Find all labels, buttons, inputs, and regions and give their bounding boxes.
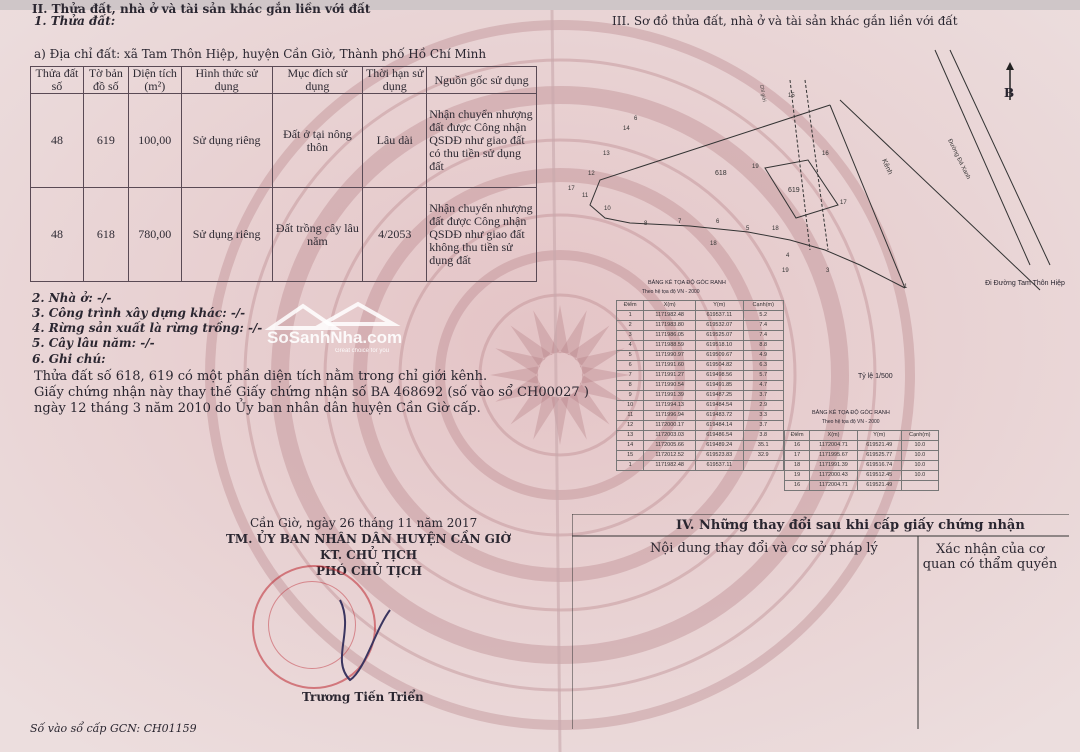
- cell: 8: [617, 381, 644, 391]
- cell: 619509.67: [695, 351, 743, 361]
- item-house: 2. Nhà ở: -/-: [32, 291, 112, 305]
- point-label: 10: [604, 206, 611, 212]
- cell: 1171991.39: [644, 391, 696, 401]
- cell: 619504.82: [695, 361, 743, 371]
- point-label: 13: [603, 151, 610, 157]
- cell: 10.0: [901, 461, 938, 471]
- issue-date: Cần Giờ, ngày 26 tháng 11 năm 2017: [250, 516, 478, 530]
- point-label: 18: [772, 226, 779, 232]
- item-construction: 3. Công trình xây dựng khác: -/-: [32, 306, 246, 320]
- cell: 19: [785, 471, 810, 481]
- cell: 619512.45: [857, 471, 901, 481]
- cell: 619484.54: [695, 401, 743, 411]
- table-row: [785, 461, 939, 471]
- table-row: [31, 188, 537, 282]
- cell: 619537.11: [695, 311, 743, 321]
- table-row: [31, 94, 537, 188]
- lot-618-label: 618: [715, 170, 727, 177]
- cell: 619521.49: [857, 481, 901, 491]
- cell: 1172000.17: [644, 421, 696, 431]
- point-label: 7: [678, 219, 682, 225]
- cell: 619516.74: [857, 461, 901, 471]
- cell: 3.8: [743, 431, 784, 441]
- table-header-row: [617, 301, 784, 311]
- table-row: [617, 461, 784, 471]
- cell: Nhận chuyển nhượng đất được Công nhận QSDĐ như giao đất có thu tiền sử dụng đất: [427, 94, 537, 188]
- point-label: 19: [752, 164, 759, 170]
- cell: 1172012.52: [644, 451, 696, 461]
- cell: 6.3: [743, 361, 784, 371]
- cell: 4/2053: [363, 188, 427, 282]
- cell: 4.9: [743, 351, 784, 361]
- cell: 32.9: [743, 451, 784, 461]
- canal-label: Kênh: [880, 157, 894, 176]
- point-label: 16: [822, 151, 829, 157]
- table-row: [785, 441, 939, 451]
- road-label: Đường Đá Xanh: [946, 138, 971, 181]
- north-label: B: [1004, 86, 1015, 100]
- cell: 10: [617, 401, 644, 411]
- table-header-row: [785, 431, 939, 441]
- cell: 1171986.05: [644, 331, 696, 341]
- point-label: 15: [788, 93, 795, 99]
- table-row: [617, 441, 784, 451]
- table-header-row: [31, 67, 537, 94]
- cell: 3.3: [743, 411, 784, 421]
- cell: 1172003.03: [644, 431, 696, 441]
- coords-table-1-subtitle: Theo hệ tọa độ VN - 2000: [642, 289, 700, 295]
- table-row: [617, 381, 784, 391]
- point-label: 17: [568, 186, 575, 192]
- cell: 4: [617, 341, 644, 351]
- point-label: 19: [782, 268, 789, 274]
- cell: 8.8: [743, 341, 784, 351]
- cell: 1171988.59: [644, 341, 696, 351]
- cell: 619521.49: [857, 441, 901, 451]
- cell: 1171991.27: [644, 371, 696, 381]
- point-label: 4: [786, 253, 790, 259]
- deputy-label: KT. CHỦ TỊCH: [320, 548, 418, 562]
- table-row: [617, 421, 784, 431]
- coords-table-2-subtitle: Theo hệ tọa độ VN - 2000: [822, 419, 880, 425]
- table-row: [617, 361, 784, 371]
- header-cell: X(m): [644, 301, 696, 311]
- cell: 10.0: [901, 451, 938, 461]
- cell: 10.0: [901, 471, 938, 481]
- cell: 7.4: [743, 321, 784, 331]
- point-label: 18: [710, 241, 717, 247]
- table-row: [617, 401, 784, 411]
- changes-column-header: Nội dung thay đổi và cơ sở pháp lý: [650, 541, 878, 556]
- land-address: a) Địa chỉ đất: xã Tam Thôn Hiệp, huyện Cần Giờ, Thành phố Hồ Chí Minh: [34, 47, 487, 61]
- scale-label: Tỷ lệ 1/500: [858, 373, 893, 380]
- cell: 1: [617, 461, 644, 471]
- cell: 619483.72: [695, 411, 743, 421]
- cell: 1: [617, 311, 644, 321]
- cell: 619486.54: [695, 431, 743, 441]
- header-cell: Cạnh(m): [901, 431, 938, 441]
- coords-table-2-title: BẢNG KÊ TỌA ĐỘ GÓC RANH: [812, 410, 890, 416]
- cell: 1172004.71: [810, 441, 858, 451]
- cell: 14: [617, 441, 644, 451]
- cell: 5.2: [743, 311, 784, 321]
- table-row: [617, 351, 784, 361]
- cell: 619487.25: [695, 391, 743, 401]
- cell: 1172005.66: [644, 441, 696, 451]
- point-label: 6: [634, 116, 638, 122]
- table-row: [785, 451, 939, 461]
- point-label: 14: [623, 126, 630, 132]
- cell: 48: [31, 94, 84, 188]
- note-line: ngày 12 tháng 3 năm 2010 do Ủy ban nhân dân huyện Cần Giờ cấp.: [34, 401, 481, 416]
- cell: 619: [83, 94, 128, 188]
- point-label: 3: [826, 268, 830, 274]
- point-label: 12: [588, 171, 595, 177]
- cell: 780,00: [128, 188, 181, 282]
- cell: 1171990.97: [644, 351, 696, 361]
- cell: 1171982.48: [644, 311, 696, 321]
- cell: 100,00: [128, 94, 181, 188]
- item-perennial-trees: 5. Cây lâu năm: -/-: [32, 336, 155, 350]
- cell: 17: [785, 451, 810, 461]
- land-parcel-label: 1. Thửa đất:: [34, 14, 116, 28]
- cell: 12: [617, 421, 644, 431]
- table-row: [785, 481, 939, 491]
- cell: 35.1: [743, 441, 784, 451]
- header-cell: Tờ bản đồ số: [83, 67, 128, 94]
- issuer: TM. ỦY BAN NHÂN DÂN HUYỆN CẦN GIỜ: [226, 532, 511, 546]
- cell: 1171982.48: [644, 461, 696, 471]
- header-cell: Thửa đất số: [31, 67, 84, 94]
- cell: 16: [785, 481, 810, 491]
- cell: [743, 461, 784, 471]
- cell: 5.7: [743, 371, 784, 381]
- lot-619-label: 619: [788, 187, 800, 194]
- cell: 48: [31, 188, 84, 282]
- cell: 2: [617, 321, 644, 331]
- cell: 1171983.80: [644, 321, 696, 331]
- header-cell: Cạnh(m): [743, 301, 784, 311]
- cell: 5: [617, 351, 644, 361]
- coords-table-1: [616, 300, 784, 471]
- cell: 3: [617, 331, 644, 341]
- header-cell: X(m): [810, 431, 858, 441]
- cell: 1172000.43: [810, 471, 858, 481]
- point-label: 17: [840, 200, 847, 206]
- table-row: [617, 411, 784, 421]
- header-cell: Mục đích sử dụng: [272, 67, 363, 94]
- land-parcel-table: [30, 66, 537, 282]
- signer-name: Trương Tiến Triển: [302, 690, 424, 704]
- table-row: [617, 431, 784, 441]
- cell: Đất trồng cây lâu năm: [272, 188, 363, 282]
- point-label: 1: [904, 284, 908, 290]
- point-label: 11: [582, 193, 589, 199]
- table-row: [617, 311, 784, 321]
- cell: Sử dụng riêng: [181, 94, 272, 188]
- item-forest: 4. Rừng sản xuất là rừng trồng: -/-: [32, 321, 263, 335]
- header-cell: Y(m): [857, 431, 901, 441]
- watermark-logo: [263, 300, 403, 360]
- cell: 3.7: [743, 391, 784, 401]
- cell: 619525.07: [695, 331, 743, 341]
- cell: 4.7: [743, 381, 784, 391]
- note-line: Thửa đất số 618, 619 có một phần diện tích nằm trong chỉ giới kênh.: [34, 369, 488, 384]
- cell: 9: [617, 391, 644, 401]
- section-4-title: IV. Những thay đổi sau khi cấp giấy chứng nhận: [676, 518, 1025, 533]
- cell: 1171996.94: [644, 411, 696, 421]
- point-label: 8: [644, 221, 648, 227]
- boundary-label: Chỉ giới: [758, 84, 767, 103]
- coords-table-2-body: [785, 441, 939, 491]
- authority-column-header: Xác nhận của cơ quan có thẩm quyền: [922, 542, 1058, 572]
- note-line: Giấy chứng nhận này thay thế Giấy chứng nhận số BA 468692 (số vào sổ CH00027 ): [34, 385, 589, 400]
- cell: 1171991.39: [810, 461, 858, 471]
- coords-table-1-body: [617, 311, 784, 471]
- table-row: [617, 391, 784, 401]
- cell: 619532.07: [695, 321, 743, 331]
- cell: 1171991.60: [644, 361, 696, 371]
- item-notes-label: 6. Ghi chú:: [32, 352, 106, 366]
- cell: 13: [617, 431, 644, 441]
- cell: 619489.24: [695, 441, 743, 451]
- certificate-number: Số vào sổ cấp GCN: CH01159: [30, 722, 197, 735]
- cell: 18: [785, 461, 810, 471]
- cell: Sử dụng riêng: [181, 188, 272, 282]
- cell: 619525.77: [857, 451, 901, 461]
- header-cell: Nguồn gốc sử dụng: [427, 67, 537, 94]
- cell: Đất ở tại nông thôn: [272, 94, 363, 188]
- cell: 6: [617, 361, 644, 371]
- cell: [901, 481, 938, 491]
- lot-619-outline: [765, 160, 838, 218]
- point-label: 5: [746, 226, 750, 232]
- cell: 11: [617, 411, 644, 421]
- coords-table-1-title: BẢNG KÊ TỌA ĐỘ GÓC RANH: [648, 280, 726, 286]
- parcel-diagram: [560, 40, 1070, 300]
- table-row: [617, 371, 784, 381]
- header-cell: Thời hạn sử dụng: [363, 67, 427, 94]
- cell: 1172004.71: [810, 481, 858, 491]
- point-label: 6: [716, 219, 720, 225]
- cell: 619491.85: [695, 381, 743, 391]
- signature-mark: [320, 590, 400, 690]
- header-cell: Hình thức sử dụng: [181, 67, 272, 94]
- road2-label: Đi Đường Tam Thôn Hiệp: [985, 280, 1065, 287]
- section-3-title: III. Sơ đồ thửa đất, nhà ở và tài sản khác gắn liền với đất: [612, 14, 958, 28]
- cell: 619537.11: [695, 461, 743, 471]
- section-2-title: II. Thửa đất, nhà ở và tài sản khác gắn liền với đất: [32, 2, 371, 16]
- cell: Nhận chuyển nhượng đất được Công nhận QSDĐ như giao đất không thu tiền sử dụng đất: [427, 188, 537, 282]
- table-row: [617, 341, 784, 351]
- role: PHÓ CHỦ TỊCH: [316, 564, 422, 578]
- watermark-tagline: Great choice for you: [335, 348, 390, 354]
- table-row: [617, 321, 784, 331]
- cell: 619484.14: [695, 421, 743, 431]
- header-cell: Diện tích (m²): [128, 67, 181, 94]
- cell: 2.9: [743, 401, 784, 411]
- table-row: [617, 331, 784, 341]
- cell: 619523.83: [695, 451, 743, 461]
- cell: 3.7: [743, 421, 784, 431]
- table-row: [617, 451, 784, 461]
- cell: 15: [617, 451, 644, 461]
- cell: 1171995.67: [810, 451, 858, 461]
- cell: 16: [785, 441, 810, 451]
- cell: 618: [83, 188, 128, 282]
- cell: 1171990.54: [644, 381, 696, 391]
- cell: Lâu dài: [363, 94, 427, 188]
- header-cell: Y(m): [695, 301, 743, 311]
- cell: 619498.56: [695, 371, 743, 381]
- watermark-brand: SoSanhNha.com: [267, 328, 403, 347]
- header-cell: Điểm: [785, 431, 810, 441]
- table-row: [785, 471, 939, 481]
- cell: 7.4: [743, 331, 784, 341]
- cell: 619518.10: [695, 341, 743, 351]
- header-cell: Điểm: [617, 301, 644, 311]
- cell: 10.0: [901, 441, 938, 451]
- cell: 1171994.13: [644, 401, 696, 411]
- cell: 7: [617, 371, 644, 381]
- coords-table-2: [784, 430, 939, 491]
